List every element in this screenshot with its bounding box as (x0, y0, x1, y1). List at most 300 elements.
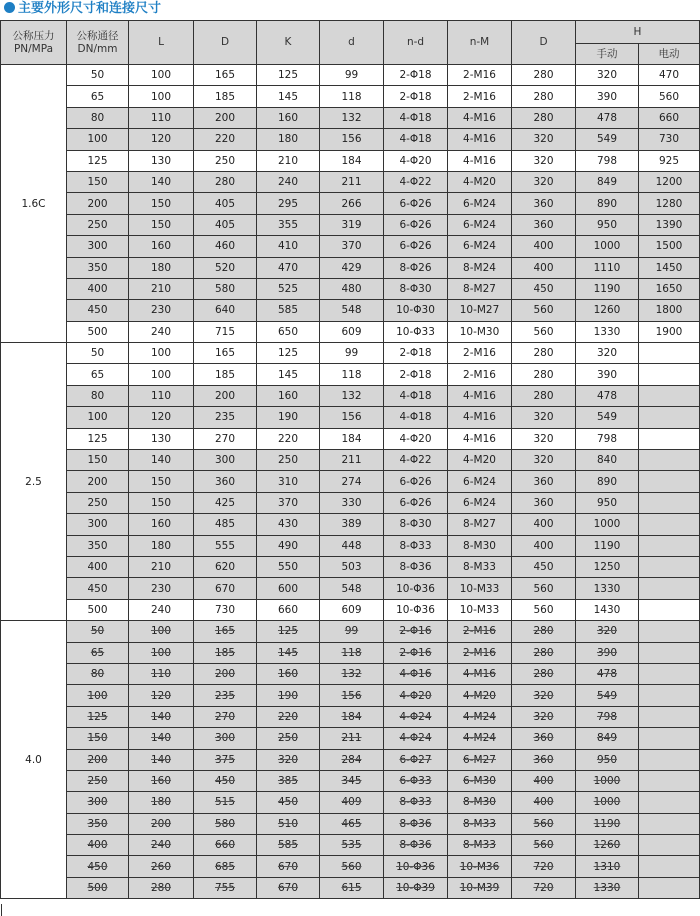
table-row (1, 556, 700, 577)
cell-H-electric: 560 (639, 86, 700, 107)
table-row (1, 129, 700, 150)
cell-D: 185 (194, 642, 257, 663)
cell-D: 450 (194, 770, 257, 791)
cell-d: 132 (320, 107, 384, 128)
cell-K: 650 (257, 321, 320, 342)
cell-n-d: 10-Φ36 (384, 578, 448, 599)
cell-n-M: 4-M16 (448, 407, 512, 428)
cell-D2: 320 (512, 706, 576, 727)
cell-d: 99 (320, 621, 384, 642)
cell-dn: 65 (67, 364, 129, 385)
table-row (1, 514, 700, 535)
cell-L: 100 (129, 86, 194, 107)
table-row (1, 107, 700, 128)
cell-d: 389 (320, 514, 384, 535)
cell-H-electric (639, 835, 700, 856)
cell-K: 450 (257, 792, 320, 813)
cell-H-electric (639, 706, 700, 727)
cell-dn: 125 (67, 706, 129, 727)
table-row (1, 835, 700, 856)
cell-H-manual: 1000 (576, 792, 639, 813)
cell-n-d: 6-Φ26 (384, 492, 448, 513)
cell-H-electric: 925 (639, 150, 700, 171)
table-row (1, 343, 700, 364)
table-row (1, 300, 700, 321)
cell-n-M: 6-M27 (448, 749, 512, 770)
cell-H-manual: 1000 (576, 236, 639, 257)
cell-L: 100 (129, 642, 194, 663)
cell-D: 730 (194, 599, 257, 620)
cell-H-electric (639, 428, 700, 449)
cell-dn: 150 (67, 728, 129, 749)
cell-n-d: 8-Φ26 (384, 257, 448, 278)
cell-n-M: 2-M16 (448, 642, 512, 663)
cell-D: 270 (194, 706, 257, 727)
cell-K: 180 (257, 129, 320, 150)
cell-dn: 50 (67, 65, 129, 86)
cell-L: 240 (129, 835, 194, 856)
cell-L: 240 (129, 321, 194, 342)
cell-d: 548 (320, 578, 384, 599)
table-row (1, 792, 700, 813)
cell-n-d: 8-Φ36 (384, 813, 448, 834)
cell-H-electric: 470 (639, 65, 700, 86)
cell-D: 165 (194, 343, 257, 364)
cell-H-electric: 1500 (639, 236, 700, 257)
cell-D2: 280 (512, 621, 576, 642)
cell-D: 715 (194, 321, 257, 342)
cell-n-M: 4-M20 (448, 685, 512, 706)
cell-n-M: 6-M24 (448, 193, 512, 214)
cell-K: 210 (257, 150, 320, 171)
cell-H-manual: 549 (576, 129, 639, 150)
cell-H-electric: 730 (639, 129, 700, 150)
cell-H-manual: 849 (576, 171, 639, 192)
cell-D: 200 (194, 663, 257, 684)
cell-d: 560 (320, 856, 384, 877)
cell-D2: 400 (512, 770, 576, 791)
cell-D: 755 (194, 877, 257, 898)
cell-dn: 400 (67, 556, 129, 577)
cell-d: 118 (320, 86, 384, 107)
cell-n-M: 10-M39 (448, 877, 512, 898)
cell-n-M: 8-M30 (448, 535, 512, 556)
cell-H-electric: 1280 (639, 193, 700, 214)
cell-n-d: 10-Φ33 (384, 321, 448, 342)
cell-dn: 300 (67, 792, 129, 813)
cell-D: 200 (194, 107, 257, 128)
pressure-cell: 2.5 (1, 343, 67, 621)
cell-D: 250 (194, 150, 257, 171)
cell-D: 300 (194, 450, 257, 471)
table-row (1, 599, 700, 620)
table-row (1, 278, 700, 299)
cell-d: 99 (320, 343, 384, 364)
cell-H-manual: 798 (576, 428, 639, 449)
cell-n-M: 8-M30 (448, 792, 512, 813)
cell-D2: 400 (512, 535, 576, 556)
table-row (1, 535, 700, 556)
table-row (1, 214, 700, 235)
cell-n-M: 4-M16 (448, 107, 512, 128)
cell-H-electric (639, 385, 700, 406)
table-row (1, 663, 700, 684)
cell-K: 410 (257, 236, 320, 257)
cell-n-d: 2-Φ18 (384, 343, 448, 364)
cell-H-electric: 1800 (639, 300, 700, 321)
cell-H-manual: 478 (576, 107, 639, 128)
cell-d: 132 (320, 663, 384, 684)
cell-H-electric: 1200 (639, 171, 700, 192)
cell-n-d: 10-Φ36 (384, 599, 448, 620)
cell-n-d: 8-Φ30 (384, 278, 448, 299)
cell-D: 405 (194, 214, 257, 235)
cell-D2: 320 (512, 450, 576, 471)
cell-dn: 80 (67, 107, 129, 128)
cell-d: 535 (320, 835, 384, 856)
cell-d: 319 (320, 214, 384, 235)
cell-H-manual: 1110 (576, 257, 639, 278)
cell-D: 235 (194, 685, 257, 706)
cell-d: 284 (320, 749, 384, 770)
table-row (1, 65, 700, 86)
cell-dn: 350 (67, 535, 129, 556)
cell-K: 660 (257, 599, 320, 620)
cell-H-electric (639, 856, 700, 877)
cell-L: 210 (129, 556, 194, 577)
cell-H-electric (639, 407, 700, 428)
cell-K: 585 (257, 300, 320, 321)
cell-L: 230 (129, 578, 194, 599)
cell-n-d: 4-Φ20 (384, 685, 448, 706)
cell-D2: 280 (512, 642, 576, 663)
cell-D2: 560 (512, 321, 576, 342)
cell-L: 100 (129, 343, 194, 364)
cell-D2: 560 (512, 300, 576, 321)
cell-L: 100 (129, 364, 194, 385)
table-row (1, 706, 700, 727)
cell-D: 520 (194, 257, 257, 278)
cell-H-electric (639, 450, 700, 471)
cell-n-d: 4-Φ20 (384, 150, 448, 171)
cell-L: 150 (129, 214, 194, 235)
cell-D2: 280 (512, 385, 576, 406)
cell-K: 250 (257, 728, 320, 749)
cell-d: 345 (320, 770, 384, 791)
cell-K: 145 (257, 364, 320, 385)
cell-H-electric (639, 642, 700, 663)
cell-D2: 360 (512, 492, 576, 513)
cell-d: 156 (320, 407, 384, 428)
cell-D2: 560 (512, 599, 576, 620)
cell-K: 125 (257, 343, 320, 364)
cell-H-manual: 390 (576, 364, 639, 385)
cell-n-d: 6-Φ26 (384, 214, 448, 235)
dimensions-table (0, 20, 700, 899)
cell-L: 180 (129, 535, 194, 556)
table-row (1, 770, 700, 791)
cell-D2: 320 (512, 171, 576, 192)
cell-n-d: 6-Φ26 (384, 471, 448, 492)
cell-H-electric: 660 (639, 107, 700, 128)
cell-L: 120 (129, 685, 194, 706)
cell-dn: 350 (67, 257, 129, 278)
cell-K: 430 (257, 514, 320, 535)
table-row (1, 86, 700, 107)
cell-D2: 360 (512, 749, 576, 770)
cell-n-M: 8-M27 (448, 278, 512, 299)
cell-H-manual: 798 (576, 706, 639, 727)
cell-K: 145 (257, 642, 320, 663)
cell-n-M: 6-M24 (448, 471, 512, 492)
cell-dn: 100 (67, 407, 129, 428)
table-row (1, 578, 700, 599)
cell-d: 465 (320, 813, 384, 834)
cell-L: 110 (129, 663, 194, 684)
cell-H-electric (639, 663, 700, 684)
cell-dn: 125 (67, 428, 129, 449)
cell-dn: 500 (67, 599, 129, 620)
cell-H-electric (639, 578, 700, 599)
cell-n-d: 4-Φ18 (384, 129, 448, 150)
cell-D: 375 (194, 749, 257, 770)
cell-n-d: 6-Φ33 (384, 770, 448, 791)
cell-d: 132 (320, 385, 384, 406)
cell-D: 360 (194, 471, 257, 492)
cell-H-manual: 1190 (576, 813, 639, 834)
cell-n-d: 4-Φ18 (384, 407, 448, 428)
cell-K: 510 (257, 813, 320, 834)
cell-n-M: 4-M24 (448, 728, 512, 749)
cell-K: 145 (257, 86, 320, 107)
cell-H-electric (639, 471, 700, 492)
cell-dn: 80 (67, 385, 129, 406)
cell-d: 429 (320, 257, 384, 278)
cell-K: 190 (257, 407, 320, 428)
cell-n-M: 2-M16 (448, 364, 512, 385)
cell-D: 685 (194, 856, 257, 877)
cell-H-electric: 1650 (639, 278, 700, 299)
cell-n-d: 10-Φ30 (384, 300, 448, 321)
table-row (1, 492, 700, 513)
cell-d: 156 (320, 129, 384, 150)
cell-K: 355 (257, 214, 320, 235)
header-H: H (576, 21, 700, 44)
cell-n-d: 4-Φ24 (384, 728, 448, 749)
table-row (1, 471, 700, 492)
cell-H-manual: 849 (576, 728, 639, 749)
cell-H-manual: 478 (576, 385, 639, 406)
cell-n-d: 4-Φ18 (384, 107, 448, 128)
cell-L: 140 (129, 728, 194, 749)
cell-D2: 320 (512, 150, 576, 171)
cell-n-M: 6-M24 (448, 236, 512, 257)
cell-D2: 720 (512, 877, 576, 898)
cell-K: 670 (257, 877, 320, 898)
cell-D: 460 (194, 236, 257, 257)
cell-H-manual: 549 (576, 407, 639, 428)
cell-L: 230 (129, 300, 194, 321)
cell-D: 425 (194, 492, 257, 513)
cell-n-d: 8-Φ36 (384, 556, 448, 577)
cell-dn: 200 (67, 749, 129, 770)
cell-d: 118 (320, 364, 384, 385)
cell-K: 190 (257, 685, 320, 706)
cell-L: 110 (129, 385, 194, 406)
cell-n-M: 10-M27 (448, 300, 512, 321)
cell-H-manual: 320 (576, 343, 639, 364)
cell-D2: 560 (512, 835, 576, 856)
table-row (1, 150, 700, 171)
cell-D: 405 (194, 193, 257, 214)
cell-H-manual: 390 (576, 642, 639, 663)
header-pressure: 公称压力 PN/MPa (1, 21, 67, 65)
cell-dn: 500 (67, 877, 129, 898)
cell-L: 110 (129, 107, 194, 128)
cell-H-manual: 950 (576, 492, 639, 513)
cell-D2: 450 (512, 556, 576, 577)
table-row (1, 428, 700, 449)
cell-H-electric: 1390 (639, 214, 700, 235)
cell-D2: 320 (512, 129, 576, 150)
cell-n-d: 2-Φ18 (384, 86, 448, 107)
cell-dn: 50 (67, 621, 129, 642)
cell-dn: 80 (67, 663, 129, 684)
cell-D2: 280 (512, 107, 576, 128)
cell-n-d: 8-Φ36 (384, 835, 448, 856)
cell-K: 550 (257, 556, 320, 577)
cell-H-manual: 1330 (576, 877, 639, 898)
cell-H-electric (639, 514, 700, 535)
cell-D2: 450 (512, 278, 576, 299)
cell-D: 165 (194, 621, 257, 642)
cell-H-electric (639, 728, 700, 749)
cell-L: 260 (129, 856, 194, 877)
header-H-electric: 电动 (639, 44, 700, 65)
cell-K: 385 (257, 770, 320, 791)
cell-D: 235 (194, 407, 257, 428)
header-H-manual: 手动 (576, 44, 639, 65)
cell-d: 211 (320, 728, 384, 749)
cell-n-M: 8-M27 (448, 514, 512, 535)
header-D-second: D (512, 21, 576, 65)
cell-n-d: 4-Φ18 (384, 385, 448, 406)
cell-n-M: 8-M33 (448, 813, 512, 834)
cell-K: 525 (257, 278, 320, 299)
cell-L: 150 (129, 193, 194, 214)
cell-H-electric (639, 599, 700, 620)
cell-d: 609 (320, 599, 384, 620)
cell-D: 220 (194, 129, 257, 150)
cell-n-M: 4-M20 (448, 450, 512, 471)
cell-L: 130 (129, 150, 194, 171)
cell-n-d: 2-Φ16 (384, 621, 448, 642)
cell-K: 470 (257, 257, 320, 278)
cell-D2: 360 (512, 214, 576, 235)
cell-dn: 50 (67, 343, 129, 364)
cell-dn: 400 (67, 278, 129, 299)
table-row (1, 321, 700, 342)
cell-D: 185 (194, 364, 257, 385)
cell-K: 490 (257, 535, 320, 556)
cell-H-electric (639, 685, 700, 706)
cell-n-d: 4-Φ24 (384, 706, 448, 727)
cell-n-M: 2-M16 (448, 65, 512, 86)
cell-dn: 150 (67, 450, 129, 471)
cell-D: 280 (194, 171, 257, 192)
header-L: L (129, 21, 194, 65)
cell-d: 184 (320, 706, 384, 727)
cell-D2: 400 (512, 514, 576, 535)
cell-dn: 300 (67, 236, 129, 257)
cell-K: 125 (257, 65, 320, 86)
cell-H-manual: 1000 (576, 514, 639, 535)
cell-dn: 250 (67, 770, 129, 791)
cell-H-electric (639, 749, 700, 770)
cell-d: 448 (320, 535, 384, 556)
cell-H-electric: 1900 (639, 321, 700, 342)
cell-d: 503 (320, 556, 384, 577)
cell-K: 160 (257, 107, 320, 128)
cell-D2: 360 (512, 471, 576, 492)
table-row (1, 621, 700, 642)
cell-H-manual: 1330 (576, 321, 639, 342)
cell-d: 480 (320, 278, 384, 299)
cell-L: 180 (129, 257, 194, 278)
cell-D: 185 (194, 86, 257, 107)
cell-d: 615 (320, 877, 384, 898)
cell-D2: 320 (512, 407, 576, 428)
cell-dn: 450 (67, 856, 129, 877)
cell-dn: 65 (67, 642, 129, 663)
cell-L: 100 (129, 621, 194, 642)
cell-d: 184 (320, 428, 384, 449)
cell-d: 330 (320, 492, 384, 513)
cell-H-manual: 950 (576, 214, 639, 235)
cell-H-manual: 320 (576, 65, 639, 86)
cell-D: 640 (194, 300, 257, 321)
cell-H-manual: 1250 (576, 556, 639, 577)
cell-H-manual: 1000 (576, 770, 639, 791)
cell-K: 585 (257, 835, 320, 856)
cell-D2: 400 (512, 236, 576, 257)
cell-K: 320 (257, 749, 320, 770)
cell-L: 140 (129, 706, 194, 727)
cell-n-d: 6-Φ26 (384, 193, 448, 214)
cell-dn: 450 (67, 578, 129, 599)
cell-D: 515 (194, 792, 257, 813)
cell-d: 184 (320, 150, 384, 171)
cell-D2: 280 (512, 65, 576, 86)
cell-H-electric (639, 364, 700, 385)
cell-H-manual: 478 (576, 663, 639, 684)
cell-n-d: 8-Φ30 (384, 514, 448, 535)
cell-d: 156 (320, 685, 384, 706)
cell-d: 211 (320, 171, 384, 192)
cell-dn: 65 (67, 86, 129, 107)
cell-dn: 200 (67, 471, 129, 492)
bullet-dot-icon (4, 2, 15, 13)
cell-L: 140 (129, 171, 194, 192)
table-row (1, 749, 700, 770)
cell-D: 270 (194, 428, 257, 449)
cell-H-manual: 1190 (576, 535, 639, 556)
cell-dn: 200 (67, 193, 129, 214)
cell-d: 274 (320, 471, 384, 492)
header-n-M: n-M (448, 21, 512, 65)
cell-D: 300 (194, 728, 257, 749)
table-row (1, 877, 700, 898)
